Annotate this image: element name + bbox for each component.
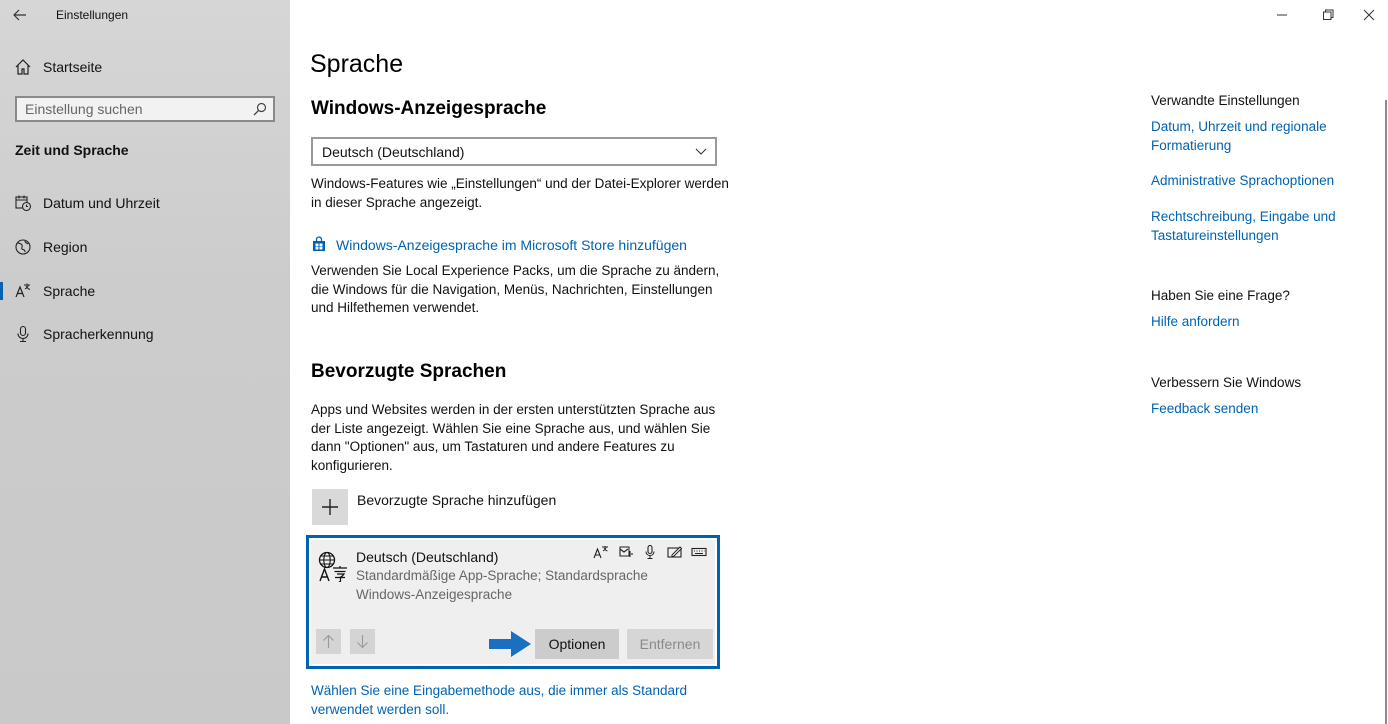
remove-button[interactable]: Entfernen — [627, 629, 713, 659]
group-heading: Zeit und Sprache — [15, 142, 129, 158]
display-language-icon — [593, 545, 609, 559]
move-up-button[interactable] — [316, 629, 341, 654]
related-settings-heading: Verwandte Einstellungen — [1151, 93, 1300, 108]
language-description: Standardmäßige App-Sprache; Standardsprache Windows-Anzeigesprache — [356, 568, 648, 602]
text-to-speech-icon — [618, 545, 634, 559]
store-icon — [311, 236, 327, 252]
pointer-arrow-icon — [489, 631, 531, 657]
sidebar-item-spracherkennung[interactable] — [0, 319, 290, 349]
scrollbar[interactable] — [1385, 100, 1387, 724]
section-title-preferred-languages: Bevorzugte Sprachen — [311, 361, 507, 382]
related-link-admin-language[interactable]: Administrative Sprachoptionen — [1151, 173, 1335, 188]
arrow-up-icon — [321, 634, 336, 649]
sidebar-item-sprache[interactable] — [0, 276, 290, 306]
app-title: Einstellungen — [56, 8, 129, 22]
sidebar-item-region[interactable] — [0, 232, 290, 262]
plus-box — [312, 489, 348, 525]
section-title-display-language: Windows-Anzeigesprache — [311, 98, 547, 119]
display-language-dropdown[interactable] — [311, 137, 717, 166]
calendar-clock-icon — [14, 194, 32, 212]
language-card-body — [311, 540, 715, 664]
add-language-label: Bevorzugte Sprache hinzufügen — [357, 492, 557, 508]
search-icon[interactable] — [253, 102, 267, 116]
keyboard-icon — [691, 545, 707, 559]
sidebar-item-home[interactable] — [0, 54, 290, 80]
move-down-button[interactable] — [350, 629, 375, 654]
main-content — [290, 0, 1388, 724]
input-method-link[interactable]: Wählen Sie eine Eingabemethode aus, die immer als Standard verwendet werden soll. — [311, 683, 687, 717]
related-link-date-time[interactable]: Datum, Uhrzeit und regionale Formatierung — [1151, 119, 1327, 153]
sidebar-item-label: Sprache — [43, 283, 96, 299]
sidebar-item-label: Region — [43, 239, 88, 255]
home-icon — [14, 58, 32, 76]
arrow-down-icon — [355, 634, 370, 649]
back-button[interactable] — [8, 5, 32, 25]
globe-icon — [14, 238, 32, 256]
language-pack-icon — [317, 550, 349, 582]
microphone-icon — [14, 325, 32, 343]
chevron-down-icon — [695, 145, 707, 157]
microphone-icon — [642, 545, 658, 559]
language-feature-icons — [589, 545, 707, 561]
question-heading: Haben Sie eine Frage? — [1151, 288, 1290, 303]
language-icon — [14, 282, 32, 300]
preferred-languages-description: Apps und Websites werden in der ersten unterstützten Sprache aus der Liste angezeigt. Wählen Sie eine Sprache aus, und wählen Sie dann "Optionen" aus, um Tastaturen und andere Features zu konfigurieren. — [311, 402, 716, 473]
sidebar-item-label: Startseite — [43, 59, 103, 75]
display-language-description: Windows-Features wie „Einstellungen“ und der Datei-Explorer werden in dieser Sprache angezeigt. — [311, 176, 729, 210]
back-arrow-icon — [13, 9, 27, 21]
store-description: Verwenden Sie Local Experience Packs, um die Sprache zu ändern, die Windows für die Navigation, Menüs, Nachrichten, Einstellungen und Hilfethemen verwendet. — [311, 263, 720, 315]
page-title: Sprache — [310, 50, 404, 78]
store-link-label: Windows-Anzeigesprache im Microsoft Store hinzufügen — [336, 237, 687, 253]
title-bar — [0, 0, 290, 30]
search-input[interactable] — [17, 98, 247, 120]
plus-icon — [312, 489, 348, 525]
sidebar-item-label: Datum und Uhrzeit — [43, 195, 160, 211]
active-indicator — [0, 282, 3, 300]
options-button[interactable]: Optionen — [535, 629, 619, 659]
sidebar — [0, 0, 290, 724]
sidebar-item-label: Spracherkennung — [43, 326, 154, 342]
language-card[interactable] — [306, 535, 720, 669]
improve-heading: Verbessern Sie Windows — [1151, 375, 1302, 390]
dropdown-value: Deutsch (Deutschland) — [322, 144, 465, 160]
sidebar-item-datum-uhrzeit[interactable] — [0, 188, 290, 218]
feedback-link[interactable]: Feedback senden — [1151, 401, 1259, 416]
search-box[interactable] — [15, 96, 275, 122]
language-name: Deutsch (Deutschland) — [356, 549, 499, 565]
related-link-spelling-typing[interactable]: Rechtschreibung, Eingabe und Tastatureinstellungen — [1151, 209, 1336, 243]
handwriting-icon — [667, 545, 683, 559]
add-language-button[interactable] — [312, 489, 712, 525]
help-link[interactable]: Hilfe anfordern — [1151, 314, 1240, 329]
